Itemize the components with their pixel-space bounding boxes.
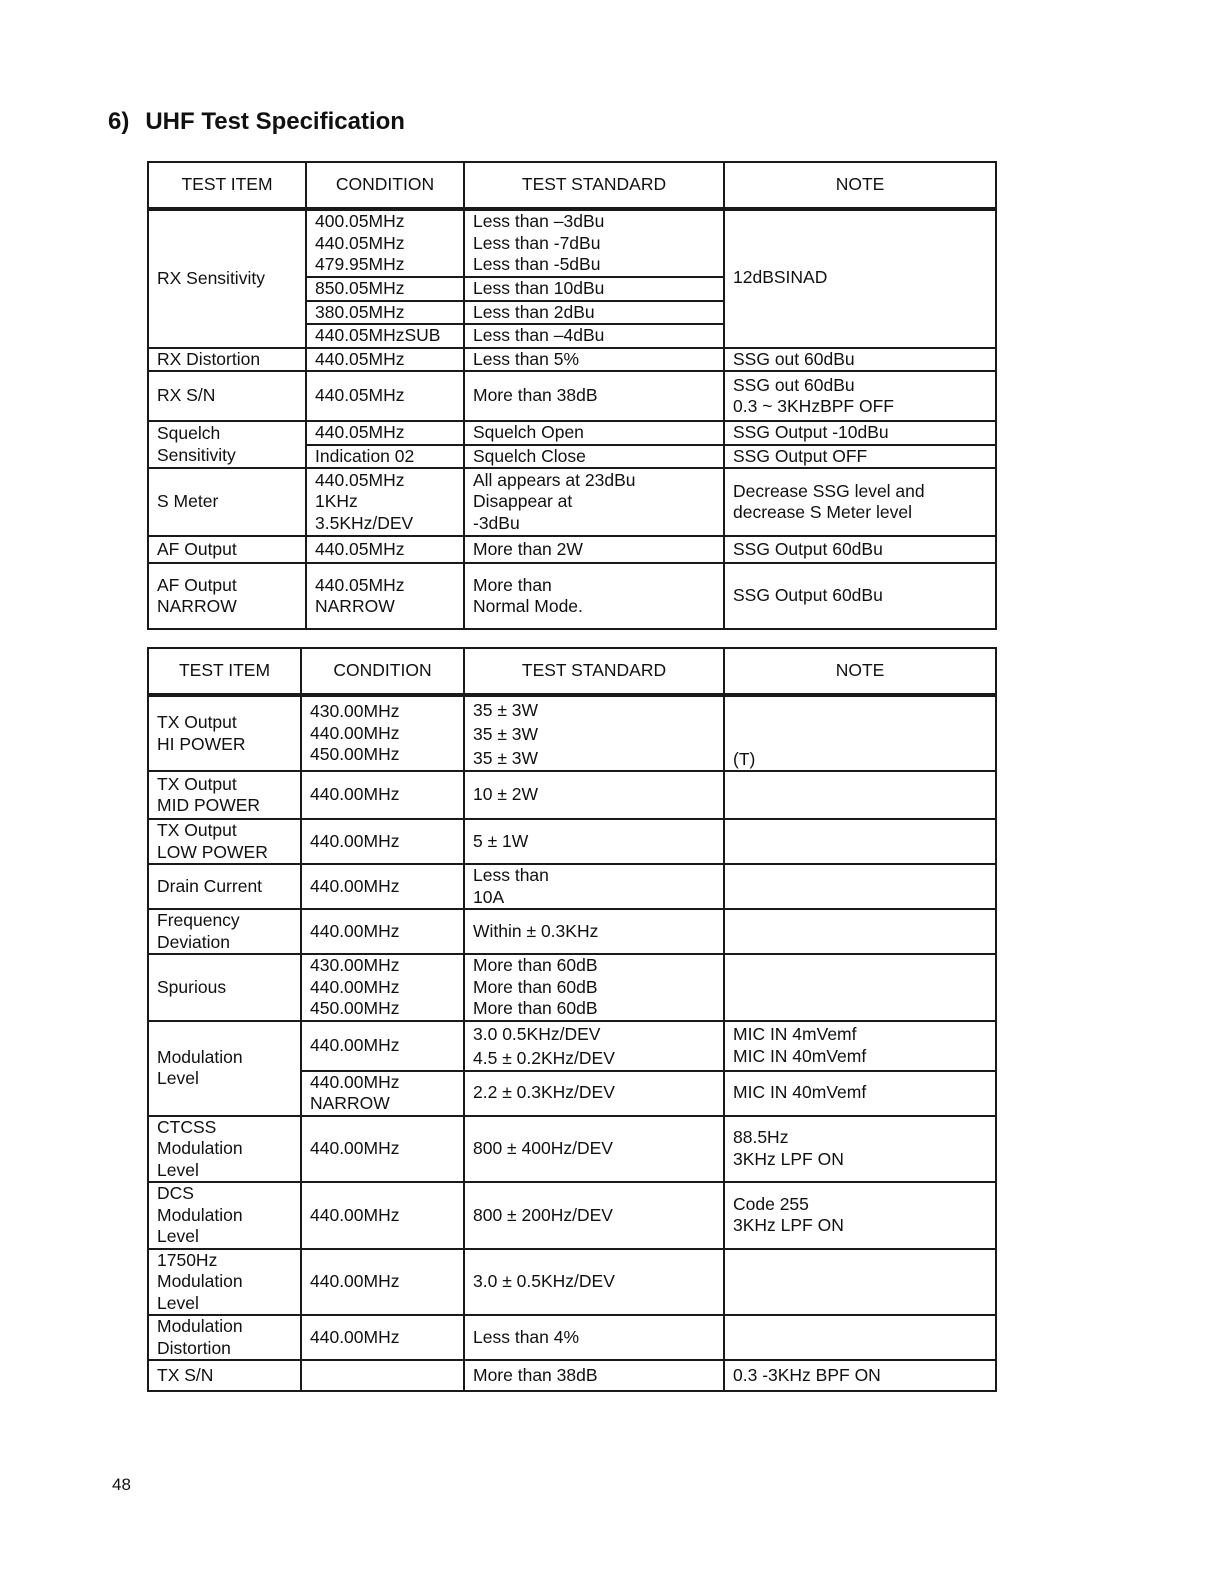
table-row xyxy=(148,371,996,421)
standard-cell: 10 ± 2W xyxy=(464,771,724,819)
condition-cell: 440.00MHz xyxy=(301,909,464,954)
section-number: 6) xyxy=(108,108,130,135)
test-item-cell: DCS Modulation Level xyxy=(148,1182,301,1249)
condition-cell: 430.00MHz 440.00MHz 450.00MHz xyxy=(301,695,464,771)
standard-cell: Less than –3dBu Less than -7dBu Less than -5dBu xyxy=(464,209,724,277)
header-note: NOTE xyxy=(724,162,996,209)
condition-cell: 440.00MHz xyxy=(301,1021,464,1071)
condition-cell: 430.00MHz 440.00MHz 450.00MHz xyxy=(301,954,464,1021)
note-cell xyxy=(724,1249,996,1316)
condition-cell: 400.05MHz 440.05MHz 479.95MHz xyxy=(306,209,464,277)
condition-cell: Indication 02 xyxy=(306,445,464,469)
header-condition: CONDITION xyxy=(301,648,464,695)
table-row xyxy=(148,421,996,445)
section-title: UHF Test Specification xyxy=(145,108,405,135)
test-item-cell: S Meter xyxy=(148,468,306,536)
table-row xyxy=(148,1249,996,1316)
table-row xyxy=(148,1315,996,1360)
note-cell: Code 255 3KHz LPF ON xyxy=(724,1182,996,1249)
standard-cell: Less than 10A xyxy=(464,864,724,909)
test-item-cell: Modulation Distortion xyxy=(148,1315,301,1360)
table-row xyxy=(148,209,996,277)
standard-cell: 35 ± 3W 35 ± 3W 35 ± 3W xyxy=(464,695,724,771)
rx-spec-table xyxy=(147,161,997,630)
table-header-row xyxy=(148,648,996,695)
condition-cell: 440.00MHz xyxy=(301,1182,464,1249)
standard-cell: 800 ± 200Hz/DEV xyxy=(464,1182,724,1249)
condition-cell: 440.05MHzSUB xyxy=(306,324,464,348)
note-cell: MIC IN 4mVemf MIC IN 40mVemf xyxy=(724,1021,996,1071)
table-row xyxy=(148,771,996,819)
header-test-item: TEST ITEM xyxy=(148,648,301,695)
table-row xyxy=(148,536,996,563)
standard-cell: More than 38dB xyxy=(464,1360,724,1391)
table-row xyxy=(148,1182,996,1249)
standard-cell: Within ± 0.3KHz xyxy=(464,909,724,954)
table-row xyxy=(148,563,996,629)
note-cell: SSG Output -10dBu xyxy=(724,421,996,445)
test-item-cell: CTCSS Modulation Level xyxy=(148,1116,301,1183)
note-cell: SSG Output 60dBu xyxy=(724,536,996,563)
standard-cell: All appears at 23dBu Disappear at -3dBu xyxy=(464,468,724,536)
table-row xyxy=(148,1021,996,1071)
note-cell: SSG Output OFF xyxy=(724,445,996,469)
header-test-standard: TEST STANDARD xyxy=(464,162,724,209)
note-cell xyxy=(724,909,996,954)
standard-cell: Squelch Close xyxy=(464,445,724,469)
tx-spec-table xyxy=(147,647,997,1392)
table-row xyxy=(148,468,996,536)
standard-cell: More than 60dB More than 60dB More than 60dB xyxy=(464,954,724,1021)
condition-cell: 440.00MHz xyxy=(301,1249,464,1316)
condition-cell: 440.05MHz 1KHz 3.5KHz/DEV xyxy=(306,468,464,536)
table-row xyxy=(148,864,996,909)
test-item-cell: Drain Current xyxy=(148,864,301,909)
table-row xyxy=(148,348,996,372)
test-item-cell: TX Output HI POWER xyxy=(148,695,301,771)
table-row xyxy=(148,909,996,954)
test-item-cell: TX S/N xyxy=(148,1360,301,1391)
page-number: 48 xyxy=(112,1475,131,1494)
condition-cell: 440.05MHz NARROW xyxy=(306,563,464,629)
note-cell: 88.5Hz 3KHz LPF ON xyxy=(724,1116,996,1183)
table-header-row xyxy=(148,162,996,209)
standard-cell: More than 38dB xyxy=(464,371,724,421)
test-item-cell: TX Output MID POWER xyxy=(148,771,301,819)
note-cell xyxy=(724,954,996,1021)
header-condition: CONDITION xyxy=(306,162,464,209)
table-row xyxy=(148,695,996,771)
standard-cell: Less than 4% xyxy=(464,1315,724,1360)
standard-cell: 3.0 0.5KHz/DEV 4.5 ± 0.2KHz/DEV xyxy=(464,1021,724,1071)
test-item-cell: AF Output NARROW xyxy=(148,563,306,629)
note-cell: (T) xyxy=(724,695,996,771)
condition-cell: 440.00MHz xyxy=(301,771,464,819)
condition-cell: 440.05MHz xyxy=(306,536,464,563)
condition-cell: 440.05MHz xyxy=(306,371,464,421)
condition-cell: 440.00MHz xyxy=(301,1116,464,1183)
condition-cell: 440.00MHz xyxy=(301,819,464,864)
condition-cell: 850.05MHz xyxy=(306,277,464,301)
header-test-standard: TEST STANDARD xyxy=(464,648,724,695)
condition-cell: 440.05MHz xyxy=(306,421,464,445)
table-row xyxy=(148,1116,996,1183)
standard-cell: 2.2 ± 0.3KHz/DEV xyxy=(464,1071,724,1116)
note-cell xyxy=(724,819,996,864)
standard-cell: 800 ± 400Hz/DEV xyxy=(464,1116,724,1183)
condition-cell: 440.00MHz xyxy=(301,1315,464,1360)
note-cell: SSG out 60dBu xyxy=(724,348,996,372)
note-cell: SSG Output 60dBu xyxy=(724,563,996,629)
standard-cell: 3.0 ± 0.5KHz/DEV xyxy=(464,1249,724,1316)
table-row xyxy=(148,954,996,1021)
standard-cell: More than Normal Mode. xyxy=(464,563,724,629)
note-cell: 12dBSINAD xyxy=(724,209,996,348)
standard-cell: Less than 10dBu xyxy=(464,277,724,301)
table-row xyxy=(148,1360,996,1391)
standard-cell: 5 ± 1W xyxy=(464,819,724,864)
standard-cell: Less than 5% xyxy=(464,348,724,372)
note-cell: MIC IN 40mVemf xyxy=(724,1071,996,1116)
condition-cell: 440.00MHz NARROW xyxy=(301,1071,464,1116)
test-item-cell: Spurious xyxy=(148,954,301,1021)
note-cell: Decrease SSG level and decrease S Meter level xyxy=(724,468,996,536)
test-item-cell: AF Output xyxy=(148,536,306,563)
condition-cell: 440.00MHz xyxy=(301,864,464,909)
note-cell: SSG out 60dBu 0.3 ~ 3KHzBPF OFF xyxy=(724,371,996,421)
condition-cell: 380.05MHz xyxy=(306,301,464,325)
standard-cell: Less than 2dBu xyxy=(464,301,724,325)
standard-cell: More than 2W xyxy=(464,536,724,563)
standard-cell: Less than –4dBu xyxy=(464,324,724,348)
table-row xyxy=(148,819,996,864)
note-cell xyxy=(724,1315,996,1360)
header-test-item: TEST ITEM xyxy=(148,162,306,209)
test-item-cell: 1750Hz Modulation Level xyxy=(148,1249,301,1316)
test-item-cell: Frequency Deviation xyxy=(148,909,301,954)
note-cell: 0.3 -3KHz BPF ON xyxy=(724,1360,996,1391)
test-item-cell: Squelch Sensitivity xyxy=(148,421,306,468)
test-item-cell: RX S/N xyxy=(148,371,306,421)
test-item-cell: Modulation Level xyxy=(148,1021,301,1116)
test-item-cell: RX Distortion xyxy=(148,348,306,372)
header-note: NOTE xyxy=(724,648,996,695)
note-cell xyxy=(724,864,996,909)
condition-cell: 440.05MHz xyxy=(306,348,464,372)
standard-cell: Squelch Open xyxy=(464,421,724,445)
test-item-cell: TX Output LOW POWER xyxy=(148,819,301,864)
condition-cell xyxy=(301,1360,464,1391)
note-cell xyxy=(724,771,996,819)
test-item-cell: RX Sensitivity xyxy=(148,209,306,348)
page-title xyxy=(108,108,405,136)
